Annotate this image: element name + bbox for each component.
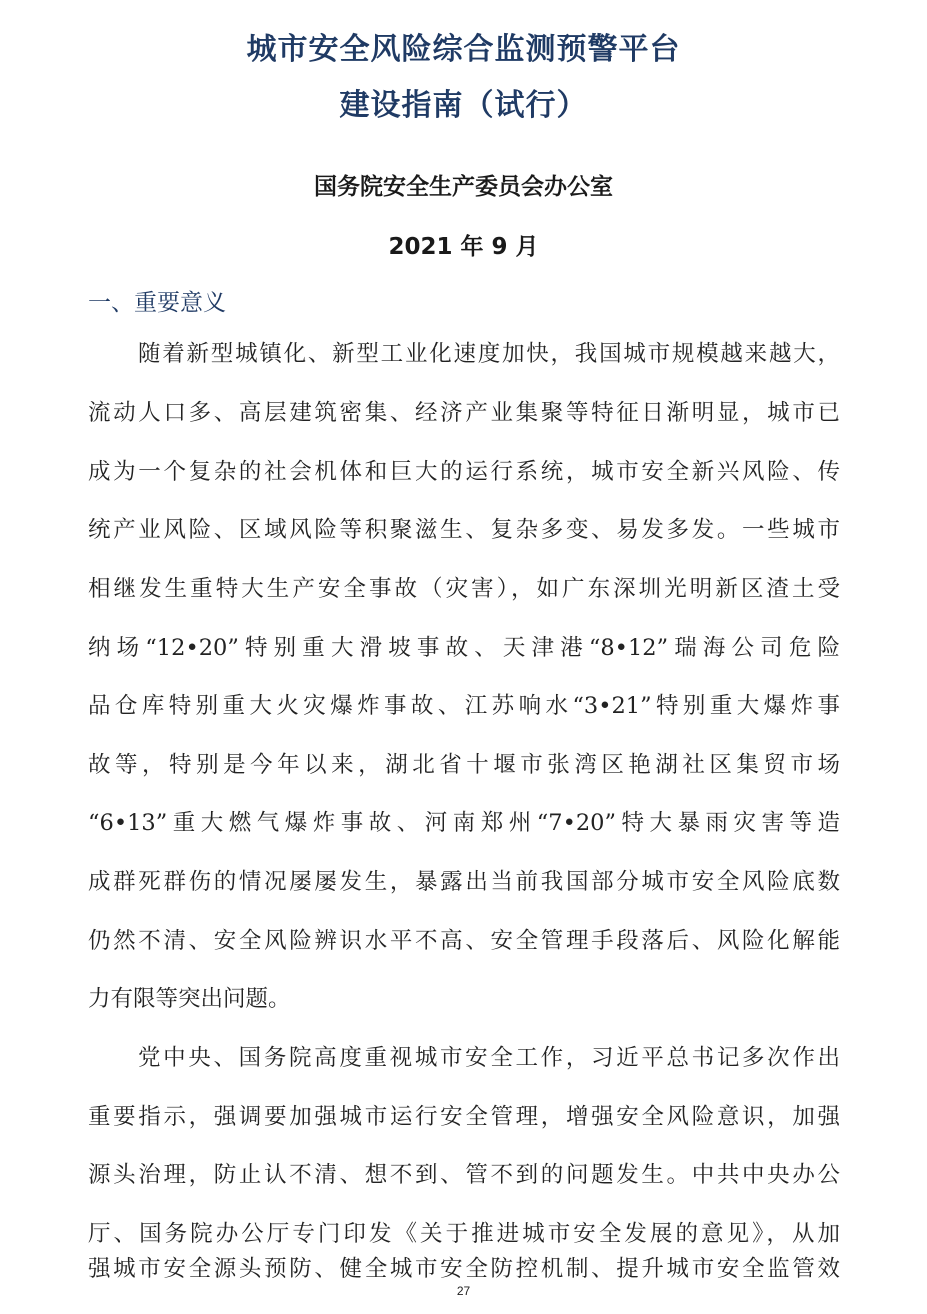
document-title-line-1: 城市安全风险综合监测预警平台 xyxy=(246,32,681,67)
section-heading-importance: 一、重要意义 xyxy=(88,290,226,316)
page-number: 27 xyxy=(456,1284,471,1298)
paragraph-1-line: 纳场“12•20”特别重大滑坡事故、天津港“8•12”瑞海公司危险 xyxy=(88,635,840,661)
paragraph-2-line: 厅、国务院办公厅专门印发《关于推进城市安全发展的意见》，从加 xyxy=(88,1221,840,1247)
paragraph-1-line: 流动人口多、高层建筑密集、经济产业集聚等特征日渐明显，城市已 xyxy=(88,400,840,426)
paragraph-1-line: 仍然不清、安全风险辨识水平不高、安全管理手段落后、风险化解能 xyxy=(88,928,840,954)
document-title-line-2: 建设指南（试行） xyxy=(339,88,588,123)
paragraph-2-line: 源头治理，防止认不清、想不到、管不到的问题发生。中共中央办公 xyxy=(88,1162,840,1188)
paragraph-2-line: 党中央、国务院高度重视城市安全工作，习近平总书记多次作出 xyxy=(138,1045,840,1071)
paragraph-1-line: 力有限等突出问题。 xyxy=(88,986,291,1012)
paragraph-1-line: “6•13”重大燃气爆炸事故、河南郑州“7•20”特大暴雨灾害等造 xyxy=(88,810,840,836)
issuing-organization: 国务院安全生产委员会办公室 xyxy=(314,174,613,200)
paragraph-1-line: 品仓库特别重大火灾爆炸事故、江苏响水“3•21”特别重大爆炸事 xyxy=(88,693,840,719)
paragraph-1-line: 随着新型城镇化、新型工业化速度加快，我国城市规模越来越大， xyxy=(138,341,840,367)
paragraph-1-line: 故等，特别是今年以来，湖北省十堰市张湾区艳湖社区集贸市场 xyxy=(88,752,840,778)
paragraph-2-line: 重要指示，强调要加强城市运行安全管理，增强安全风险意识，加强 xyxy=(88,1104,840,1130)
paragraph-1-line: 统产业风险、区域风险等积聚滋生、复杂多变、易发多发。一些城市 xyxy=(88,517,840,543)
paragraph-1-line: 成群死群伤的情况屡屡发生，暴露出当前我国部分城市安全风险底数 xyxy=(88,869,840,895)
paragraph-1-line: 成为一个复杂的社会机体和巨大的运行系统，城市安全新兴风险、传 xyxy=(88,459,840,485)
issue-date: 2021 年 9 月 xyxy=(388,234,539,260)
paragraph-2-line: 强城市安全源头预防、健全城市安全防控机制、提升城市安全监管效 xyxy=(88,1256,840,1282)
paragraph-1-line: 相继发生重特大生产安全事故（灾害），如广东深圳光明新区渣土受 xyxy=(88,576,840,602)
